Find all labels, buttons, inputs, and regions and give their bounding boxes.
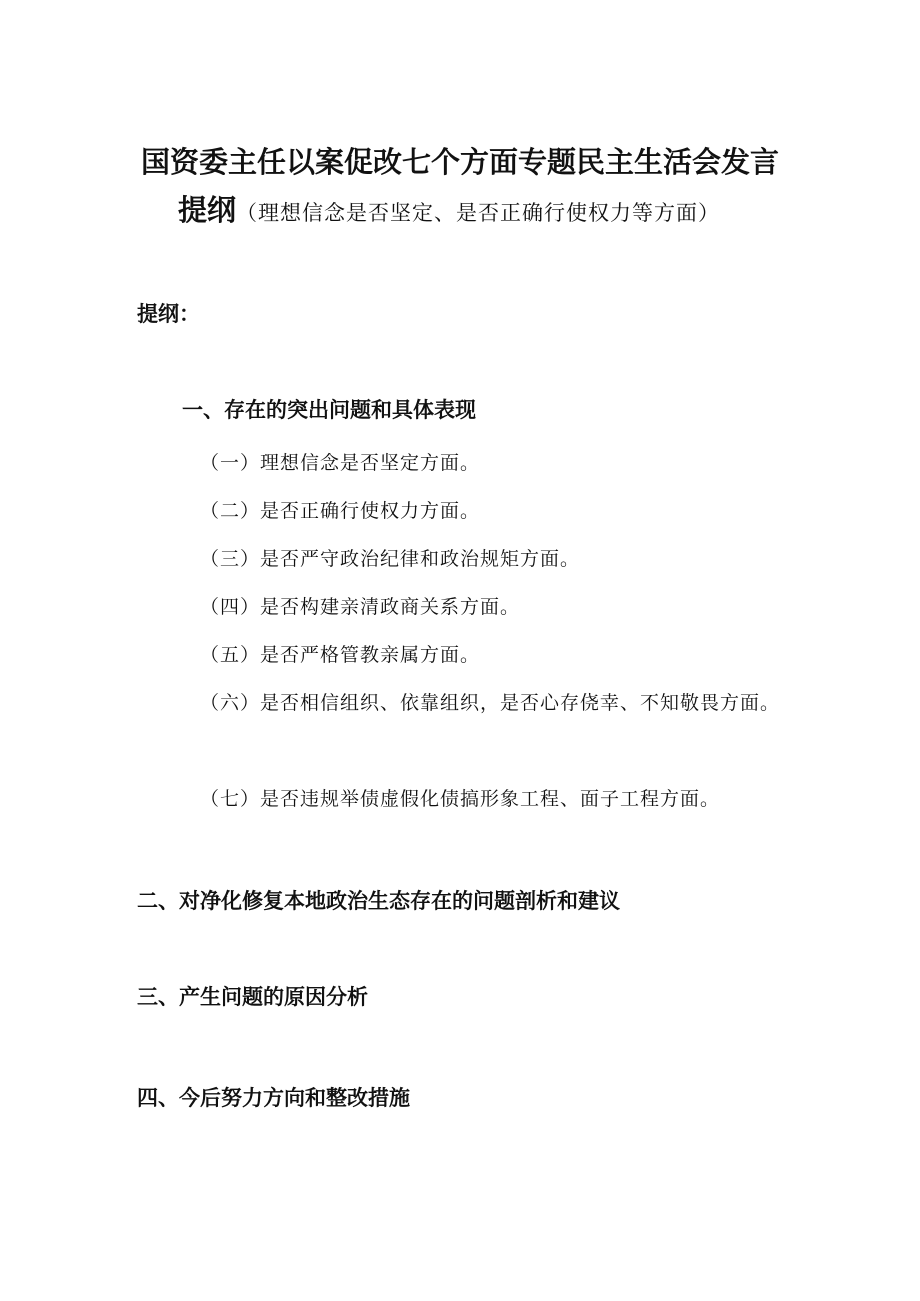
section-2-heading: 二、对净化修复本地政治生态存在的问题剖析和建议 [137, 889, 620, 913]
section-1-item-4: （四）是否构建亲清政商关系方面。 [200, 596, 521, 618]
title-subtitle: （理想信念是否坚定、是否正确行使权力等方面） [236, 201, 721, 225]
document-title: 国资委主任以案促改七个方面专题民主生活会发言 [140, 145, 779, 179]
section-1-item-7: （七）是否违规举债虚假化债搞形象工程、面子工程方面。 [200, 788, 721, 810]
section-1-item-3: （三）是否严守政治纪律和政治规矩方面。 [200, 548, 581, 570]
section-1-item-1: （一）理想信念是否坚定方面。 [200, 452, 481, 474]
document-title-continuation [178, 188, 720, 229]
title-outline-word: 提纲 [178, 193, 237, 227]
section-1-item-2: （二）是否正确行使权力方面。 [200, 500, 481, 522]
section-4-heading: 四、今后努力方向和整改措施 [137, 1086, 410, 1110]
section-1-heading: 一、存在的突出问题和具体表现 [182, 398, 476, 422]
section-3-heading: 三、产生问题的原因分析 [137, 985, 368, 1009]
section-1-item-6: （六）是否相信组织、依靠组织，是否心存侥幸、不知敬畏方面。 [200, 692, 781, 714]
section-1-item-5: （五）是否严格管教亲属方面。 [200, 644, 481, 666]
outline-label: 提纲： [137, 302, 200, 326]
